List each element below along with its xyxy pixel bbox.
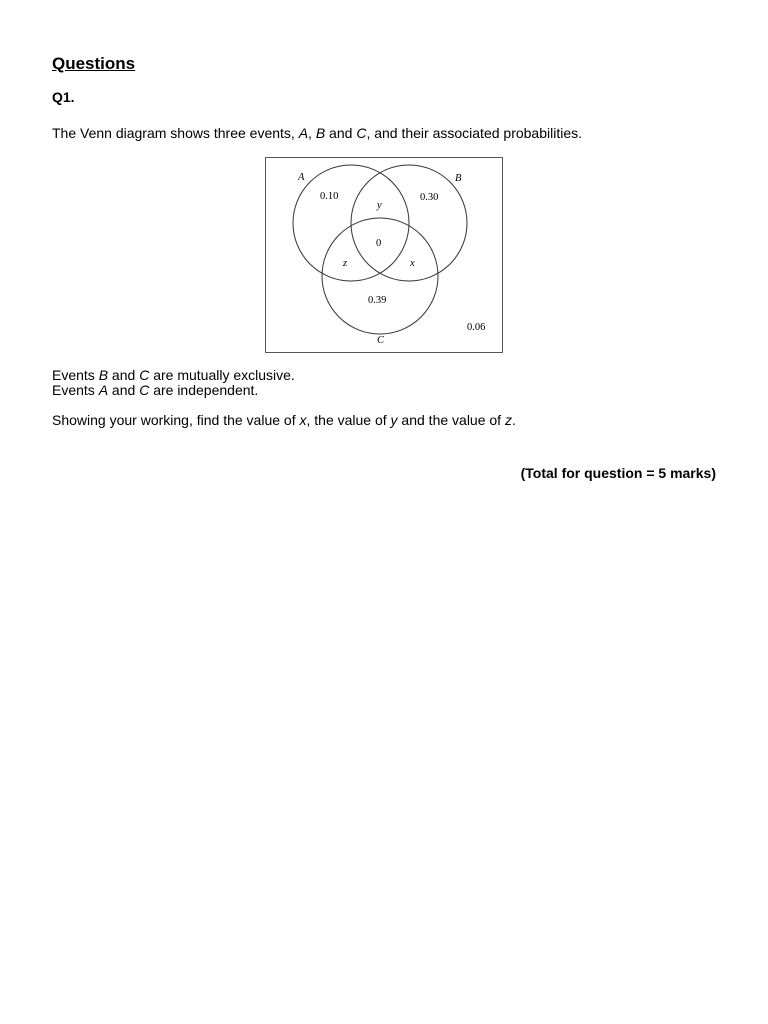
task-part: , the value of: [306, 412, 391, 428]
intro-part: and: [325, 125, 357, 141]
statement-part: Events: [52, 382, 99, 398]
region-b-only: 0.30: [420, 192, 439, 203]
region-a-only: 0.10: [320, 191, 339, 202]
statement-part: are mutually exclusive.: [149, 367, 295, 383]
event-a-italic: A: [98, 382, 109, 398]
question-number: Q1.: [52, 89, 75, 105]
statement-part: Events: [52, 367, 99, 383]
task-part: Showing your working, find the value of: [52, 412, 300, 428]
task-part: .: [511, 412, 516, 428]
task-part: and the value of: [397, 412, 505, 428]
statement-mutually-exclusive: [52, 367, 295, 383]
statement-part: and: [108, 382, 140, 398]
intro-part: , and their associated probabilities.: [366, 125, 583, 141]
statement-independent: [52, 382, 258, 398]
venn-diagram: [265, 157, 503, 353]
region-a-b-c: 0: [376, 238, 382, 249]
var-z-italic: z: [504, 412, 512, 428]
region-b-and-c: x: [410, 258, 415, 269]
intro-text: [52, 125, 582, 141]
label-c: C: [377, 335, 385, 346]
event-a-italic: A: [298, 125, 309, 141]
task-text: [52, 412, 516, 428]
event-c-italic: C: [139, 367, 150, 383]
event-b-italic: B: [98, 367, 109, 383]
region-outside: 0.06: [467, 322, 486, 333]
total-marks: (Total for question = 5 marks): [520, 465, 716, 481]
region-c-only: 0.39: [368, 295, 387, 306]
intro-part: The Venn diagram shows three events,: [52, 125, 299, 141]
event-b-italic: B: [315, 125, 326, 141]
event-c-italic: C: [356, 125, 367, 141]
statement-part: and: [108, 367, 140, 383]
label-b: B: [455, 173, 462, 184]
statement-part: are independent.: [149, 382, 259, 398]
var-x-italic: x: [299, 412, 307, 428]
var-y-italic: y: [390, 412, 398, 428]
region-a-and-b: y: [377, 200, 382, 211]
label-a: A: [298, 172, 305, 183]
event-c-italic: C: [139, 382, 150, 398]
region-a-and-c: z: [343, 258, 348, 269]
circle-c: [322, 218, 438, 334]
intro-part: ,: [308, 125, 316, 141]
page-heading: Questions: [52, 54, 136, 73]
